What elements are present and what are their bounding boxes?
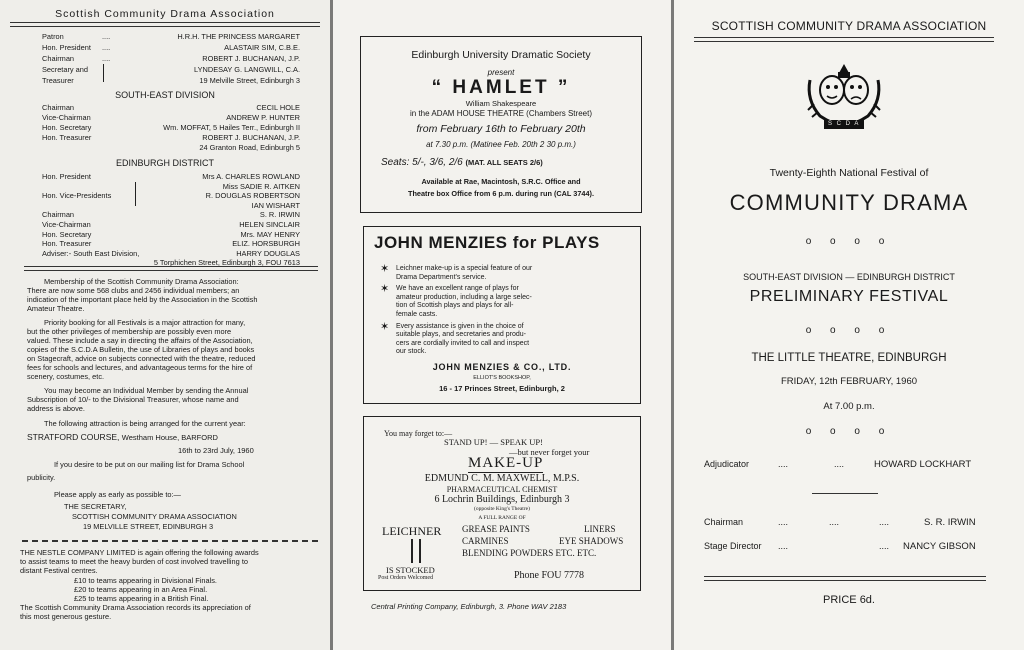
secretary-line: 19 MELVILLE STREET, EDINBURGH 3 — [83, 522, 214, 531]
officer-role: Hon. Vice-Presidents — [42, 191, 112, 201]
hamlet-title: “ HAMLET ” — [431, 77, 571, 98]
seats-note: (MAT. ALL SEATS 2/6) — [465, 158, 543, 167]
individual-line: Subscription of 10/- to the Divisional Treasurer, whose name and — [27, 395, 239, 404]
officer-role: Vice-Chairman — [42, 220, 91, 229]
run-dates: from February 16th to February 20th — [416, 123, 586, 135]
director-name: NANCY GIBSON — [903, 541, 976, 552]
officer-leader: .... — [102, 32, 111, 41]
dashed-divider — [22, 540, 318, 542]
makeup-phone: Phone FOU 7778 — [514, 570, 585, 581]
brace — [103, 64, 106, 82]
secretary-line: SCOTTISH COMMUNITY DRAMA ASSOCIATION — [72, 512, 237, 521]
membership-line: There are now some 568 clubs and 2456 individual members; an — [27, 286, 240, 295]
officer-name: S. R. IRWIN — [259, 210, 300, 220]
officer-name: Miss SADIE R. AITKEN — [222, 181, 300, 191]
never-forget-line: —but never forget your — [509, 447, 590, 457]
adjudicator-name: HOWARD LOCKHART — [874, 459, 972, 470]
chairman-leader-2: .... — [829, 517, 840, 527]
officer-name: ALASTAIR SIM, C.B.E. — [224, 43, 300, 52]
menzies-point-line: female casts. — [396, 311, 438, 318]
officer-name: R. DOUGLAS ROBERTSON — [205, 191, 300, 201]
star-bullet-icon: ✶ — [380, 283, 390, 296]
panel-programme-cover — [674, 0, 1024, 650]
officer-name: IAN WISHART — [251, 200, 300, 210]
individual-line: You may become an Individual Member by sending the Annual — [44, 386, 249, 395]
officer-role: Vice-Chairman — [42, 113, 91, 122]
officer-name: 19 Melville Street, Edinburgh 3 — [199, 76, 300, 85]
forget-line: You may forget to:— — [384, 429, 453, 438]
edinburgh-district-heading: EDINBURGH DISTRICT — [115, 158, 214, 168]
ornament-dots-1: o o o o — [805, 236, 893, 247]
festival-edition: Twenty-Eighth National Festival of — [769, 167, 929, 179]
festival-title: COMMUNITY DRAMA — [729, 190, 969, 215]
nestle-line: THE NESTLE COMPANY LIMITED is again offering the following awards — [20, 548, 259, 557]
ornament-dots-3: o o o o — [805, 426, 893, 437]
association-name: SCOTTISH COMMUNITY DRAMA ASSOCIATION — [711, 19, 987, 33]
festival-time: At 7.00 p.m. — [823, 401, 875, 412]
officer-name: ROBERT J. BUCHANAN, J.P. — [202, 133, 300, 142]
course-title — [27, 432, 218, 442]
star-bullet-icon: ✶ — [380, 263, 390, 275]
menzies-point-line: We have an excellent range of plays for — [396, 285, 519, 293]
panel-advertisements — [333, 0, 671, 650]
priority-line: on Stagecraft, advice on subjects connected with the theatre, reduced — [27, 354, 256, 363]
officer-role: Hon. Secretary — [42, 123, 92, 132]
short-rule — [812, 493, 878, 494]
performance-times: at 7.30 p.m. (Matinee Feb. 20th 2 30 p.m.) — [426, 140, 576, 149]
officer-name: Mrs A. CHARLES ROWLAND — [202, 172, 300, 181]
availability-line-1: Available at Rae, Macintosh, S.R.C. Office and — [421, 177, 581, 186]
officer-name: ELIZ. HORSBURGH — [232, 239, 300, 249]
officer-name: H.R.H. THE PRINCESS MARGARET — [177, 32, 300, 41]
officer-role: Chairman — [42, 54, 75, 63]
membership-line: Amateur Theatre. — [27, 304, 85, 313]
menzies-bookshop: ELLIOT'S BOOKSHOP, — [473, 375, 531, 381]
officer-role: Hon. Secretary — [42, 229, 92, 239]
price: PRICE 6d. — [823, 594, 875, 606]
priority-line: but the other privileges of membership are possibly even more — [27, 327, 232, 336]
scda-emblem-icon — [804, 60, 884, 135]
officer-name: 24 Granton Road, Edinburgh 5 — [199, 143, 300, 152]
director-label: Stage Director — [704, 541, 762, 551]
priority-line: fees for schools and lectures, and advantageous terms for the hire of — [27, 363, 253, 372]
director-leader-2: .... — [879, 541, 890, 551]
appreciation-line: The Scottish Community Drama Association records its appreciation of — [20, 603, 251, 612]
chairman-name: S. R. IRWIN — [924, 517, 976, 528]
officer-role: Hon. Treasurer — [42, 133, 92, 142]
menzies-point-line: amateur production, including a large selec- — [396, 293, 532, 301]
makeup-ad — [363, 416, 641, 591]
chemist-title: PHARMACEUTICAL CHEMIST — [446, 485, 558, 494]
heading-rule — [10, 22, 320, 27]
adjudicator-leader: .... — [778, 459, 789, 469]
chemist-name: EDMUND C. M. MAXWELL, M.P.S. — [424, 473, 580, 484]
chairman-label: Chairman — [704, 517, 744, 527]
adjudicator-label: Adjudicator — [704, 459, 750, 469]
menzies-address: 16 - 17 Princes Street, Edinburgh, 2 — [439, 384, 565, 393]
menzies-point-line: cers are cordially invited to call and inspect — [396, 339, 530, 347]
menzies-ad — [363, 226, 641, 404]
officer-role: Adviser:- South East Division, — [42, 248, 140, 258]
nestle-line: to assist teams to meet the heavy burden of cost involved travelling to — [20, 557, 248, 566]
menzies-point-line: suitable plays, and secretaries and produ- — [396, 331, 526, 339]
product-name: LINERS — [584, 524, 616, 534]
officer-name: Wm. MOFFAT, 5 Hailes Terr., Edinburgh II — [163, 123, 300, 132]
availability-line-2: Theatre box Office from 6 p.m. during run (CAL 3744). — [408, 189, 594, 198]
author: William Shakespeare — [465, 99, 537, 108]
brace — [135, 182, 138, 206]
officer-name: CECIL HOLE — [256, 103, 300, 112]
opposite-note: (opposite King's Theatre) — [474, 506, 530, 512]
officer-role: Hon. President — [42, 172, 91, 181]
officer-role: Secretary and — [42, 65, 89, 74]
officer-leader: .... — [102, 43, 111, 52]
division-line: SOUTH-EAST DIVISION — EDINBURGH DISTRICT — [743, 272, 955, 282]
membership-line: indication of the important place held by the Association in the Scottish — [27, 295, 258, 304]
cover-bottom-rule — [704, 576, 986, 581]
menzies-point-line: Drama Department's service. — [396, 273, 487, 281]
menzies-company: JOHN MENZIES & CO., LTD. — [432, 362, 572, 372]
officer-role: Patron — [42, 32, 64, 41]
chemist-address: 6 Lochrin Buildings, Edinburgh 3 — [434, 494, 570, 505]
course-dates: 16th to 23rd July, 1960 — [178, 446, 254, 455]
officer-role: Hon. President — [42, 43, 91, 52]
panel-association-info — [0, 0, 330, 650]
mailing-line: If you desire to be put on our mailing list for Drama School — [54, 460, 245, 469]
officer-leader: .... — [102, 54, 111, 63]
officer-role: Treasurer — [42, 76, 74, 85]
award-line: £10 to teams appearing in Divisional Finals. — [74, 576, 217, 585]
product-name: BLENDING POWDERS ETC. ETC. — [462, 548, 597, 558]
mailing-line: publicity. — [27, 473, 56, 482]
apply-line: Please apply as early as possible to:— — [54, 490, 181, 499]
section-rule — [24, 266, 318, 271]
menzies-point-line: Leichner make-up is a special feature of our — [396, 265, 533, 272]
seats-label: Seats: — [381, 157, 410, 168]
appreciation-line: this most generous gesture. — [20, 612, 112, 621]
priority-line: copies of the S.C.D.A Bulletin, the use of Libraries of plays and books — [27, 345, 255, 354]
officer-name: HELEN SINCLAIR — [239, 220, 300, 229]
menzies-point-line: our stock. — [396, 348, 427, 356]
menzies-title: JOHN MENZIES for PLAYS — [374, 233, 600, 252]
venue: in the ADAM HOUSE THEATRE (Chambers Street) — [410, 109, 592, 118]
officer-name: HARRY DOUGLAS — [236, 248, 300, 258]
menzies-point-line: tion of Scottish plays and plays for all- — [396, 302, 514, 310]
award-line: £20 to teams appearing in an Area Final. — [74, 585, 208, 594]
priority-line: scenery, costumes, etc. — [27, 372, 105, 381]
seat-prices — [381, 157, 543, 168]
standup-line: STAND UP! — SPEAK UP! — [444, 437, 543, 447]
post-orders: Post Orders Welcomed — [378, 575, 434, 581]
secretary-line: THE SECRETARY, — [64, 502, 127, 511]
seats-values: 5/-, 3/6, 2/6 — [412, 157, 463, 168]
ornament-dots-2: o o o o — [805, 325, 893, 336]
membership-line: Membership of the Scottish Community Drama Association: — [44, 277, 239, 286]
association-heading: Scottish Community Drama Association — [55, 8, 275, 20]
following-line: The following attraction is being arranged for the current year: — [44, 419, 246, 428]
emblem-letters: S C D A — [828, 121, 860, 127]
officer-name: 5 Torphichen Street, Edinburgh 3, FOU 7613 — [153, 258, 300, 268]
hamlet-ad — [360, 36, 642, 213]
chairman-leader-3: .... — [879, 517, 890, 527]
individual-line: address is above. — [27, 404, 85, 413]
se-division-heading: SOUTH-EAST DIVISION — [115, 90, 215, 100]
course-place: Westham House, BARFORD — [121, 433, 218, 442]
officer-role: Chairman — [42, 210, 75, 220]
officer-name: LYNDESAY G. LANGWILL, C.A. — [194, 65, 300, 74]
cover-top-rule — [694, 37, 994, 42]
director-leader: .... — [778, 541, 789, 551]
festival-date: FRIDAY, 12th FEBRUARY, 1960 — [780, 376, 918, 387]
officer-name: Mrs. MAY HENRY — [240, 229, 300, 239]
full-range-label: A FULL RANGE OF — [478, 515, 526, 521]
menzies-point-line: Every assistance is given in the choice of — [396, 322, 524, 330]
present-label: present — [487, 68, 515, 77]
product-name: GREASE PAINTS — [462, 524, 530, 534]
makeup-title: MAKE-UP — [468, 455, 544, 471]
officer-name: ROBERT J. BUCHANAN, J.P. — [202, 54, 300, 63]
officer-role: Hon. Treasurer — [42, 239, 92, 249]
product-name: CARMINES — [462, 536, 509, 546]
priority-line: valued. These include a say in directing the affairs of the Association, — [27, 336, 253, 345]
course-name: STRATFORD COURSE, — [27, 432, 120, 442]
star-bullet-icon: ✶ — [380, 320, 390, 333]
stocked-label: IS STOCKED — [386, 565, 435, 575]
printer-credit: Central Printing Company, Edinburgh, 3. Phone WAV 2183 — [371, 602, 567, 611]
leichner-bar — [411, 539, 421, 563]
award-line: £25 to teams appearing in a British Final. — [74, 594, 209, 603]
adjudicator-leader-2: .... — [834, 459, 845, 469]
officer-role: Chairman — [42, 103, 75, 112]
nestle-line: distant Festival centres. — [20, 566, 98, 575]
priority-line: Priority booking for all Festivals is a major attraction for many, — [44, 318, 246, 327]
chairman-leader: .... — [778, 517, 789, 527]
venue-name: THE LITTLE THEATRE, EDINBURGH — [751, 352, 947, 364]
leichner-label: LEICHNER — [382, 524, 442, 538]
preliminary-festival: PRELIMINARY FESTIVAL — [749, 288, 949, 305]
officer-name: ANDREW P. HUNTER — [226, 113, 300, 122]
society-name: Edinburgh University Dramatic Society — [411, 49, 591, 61]
product-name: EYE SHADOWS — [559, 536, 624, 546]
